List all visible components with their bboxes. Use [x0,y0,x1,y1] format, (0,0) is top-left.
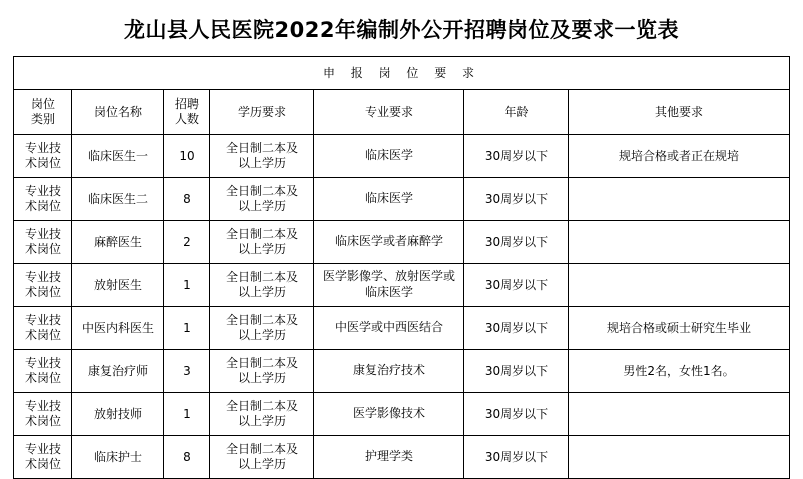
cell-education [210,307,314,350]
cell-education [210,178,314,221]
column-header-education: 学历要求 [210,90,314,135]
cell-age: 30周岁以下 [464,307,569,350]
cell-category-line2: 术岗位 [24,414,61,428]
column-header-category-line1: 岗位 [30,97,55,111]
column-header-count-line2: 人数 [174,112,199,126]
cell-other [569,264,789,307]
cell-major [314,221,464,264]
cell-position-name: 放射技师 [72,393,164,436]
cell-age: 30周岁以下 [464,135,569,178]
cell-major-line1: 医学影像学、放射医学或 [322,269,455,284]
cell-education-line1: 全日制二本及 [225,399,298,413]
cell-category [14,135,72,178]
cell-category-line1: 专业技 [24,270,61,284]
cell-education [210,350,314,393]
cell-major [314,135,464,178]
cell-age: 30周岁以下 [464,393,569,436]
cell-age: 30周岁以下 [464,436,569,479]
cell-education-line1: 全日制二本及 [225,356,298,370]
column-header-name: 岗位名称 [72,90,164,135]
cell-category-line1: 专业技 [24,399,61,413]
cell-major-line1: 护理学类 [364,449,413,464]
table-banner-label: 申 报 岗 位 要 求 [14,57,789,90]
table-row [14,307,789,350]
cell-education-line2: 以上学历 [237,285,286,299]
cell-age: 30周岁以下 [464,264,569,307]
table-row [14,264,789,307]
cell-major [314,264,464,307]
cell-major [314,436,464,479]
cell-count: 1 [164,393,210,436]
cell-category-line2: 术岗位 [24,371,61,385]
table-row [14,178,789,221]
cell-education [210,135,314,178]
cell-category-line2: 术岗位 [24,242,61,256]
cell-age: 30周岁以下 [464,221,569,264]
cell-category-line1: 专业技 [24,227,61,241]
cell-education-line2: 以上学历 [237,457,286,471]
cell-position-name: 康复治疗师 [72,350,164,393]
cell-major-line1: 临床医学 [364,148,413,163]
cell-education-line2: 以上学历 [237,414,286,428]
cell-education-line1: 全日制二本及 [225,270,298,284]
cell-category [14,307,72,350]
cell-education-line2: 以上学历 [237,242,286,256]
cell-major-line1: 临床医学或者麻醉学 [334,234,443,249]
cell-category-line1: 专业技 [24,141,61,155]
cell-major [314,350,464,393]
cell-major-line1: 中医学或中西医结合 [334,320,443,335]
cell-age: 30周岁以下 [464,178,569,221]
cell-major [314,178,464,221]
cell-education [210,221,314,264]
column-header-count [164,90,210,135]
cell-category-line1: 专业技 [24,356,61,370]
cell-education [210,264,314,307]
cell-category-line1: 专业技 [24,313,61,327]
column-header-count-line1: 招聘 [174,97,199,111]
column-header-age: 年龄 [464,90,569,135]
cell-category [14,178,72,221]
table-header-row [14,90,789,135]
cell-other [569,393,789,436]
column-header-category [14,90,72,135]
cell-category-line2: 术岗位 [24,285,61,299]
cell-count: 8 [164,178,210,221]
cell-category [14,350,72,393]
cell-category [14,436,72,479]
cell-other [569,178,789,221]
column-header-other: 其他要求 [569,90,789,135]
cell-education-line2: 以上学历 [237,371,286,385]
cell-education [210,393,314,436]
cell-position-name: 临床医生一 [72,135,164,178]
cell-position-name: 中医内科医生 [72,307,164,350]
table-row [14,350,789,393]
cell-education-line1: 全日制二本及 [225,141,298,155]
cell-age: 30周岁以下 [464,350,569,393]
table-row [14,221,789,264]
cell-other: 规培合格或硕士研究生毕业 [569,307,789,350]
cell-category-line2: 术岗位 [24,328,61,342]
cell-education-line2: 以上学历 [237,156,286,170]
cell-other [569,436,789,479]
cell-major [314,393,464,436]
table-banner-row [14,57,789,90]
cell-education-line2: 以上学历 [237,328,286,342]
cell-major [314,307,464,350]
cell-other [569,221,789,264]
cell-other: 规培合格或者正在规培 [569,135,789,178]
cell-education-line1: 全日制二本及 [225,184,298,198]
cell-position-name: 麻醉医生 [72,221,164,264]
column-header-category-line2: 类别 [30,112,55,126]
cell-count: 8 [164,436,210,479]
cell-major-line2: 临床医学 [364,285,413,299]
table-row [14,436,789,479]
cell-category [14,393,72,436]
recruitment-table [13,56,789,479]
cell-category-line1: 专业技 [24,184,61,198]
cell-category-line1: 专业技 [24,442,61,456]
cell-major-line1: 康复治疗技术 [352,363,425,378]
cell-major-line1: 医学影像技术 [352,406,425,421]
cell-position-name: 临床护士 [72,436,164,479]
page-title: 龙山县人民医院2022年编制外公开招聘岗位及要求一览表 [124,18,679,42]
cell-count: 10 [164,135,210,178]
cell-education-line1: 全日制二本及 [225,313,298,327]
cell-count: 1 [164,264,210,307]
cell-category [14,221,72,264]
table-row [14,393,789,436]
cell-other: 男性2名，女性1名。 [569,350,789,393]
cell-category [14,264,72,307]
column-header-major: 专业要求 [314,90,464,135]
cell-category-line2: 术岗位 [24,199,61,213]
cell-major-line1: 临床医学 [364,191,413,206]
table-row [14,135,789,178]
cell-category-line2: 术岗位 [24,457,61,471]
cell-education-line1: 全日制二本及 [225,227,298,241]
cell-count: 3 [164,350,210,393]
cell-education [210,436,314,479]
cell-count: 1 [164,307,210,350]
cell-education-line1: 全日制二本及 [225,442,298,456]
cell-count: 2 [164,221,210,264]
cell-category-line2: 术岗位 [24,156,61,170]
cell-position-name: 放射医生 [72,264,164,307]
cell-education-line2: 以上学历 [237,199,286,213]
cell-position-name: 临床医生二 [72,178,164,221]
